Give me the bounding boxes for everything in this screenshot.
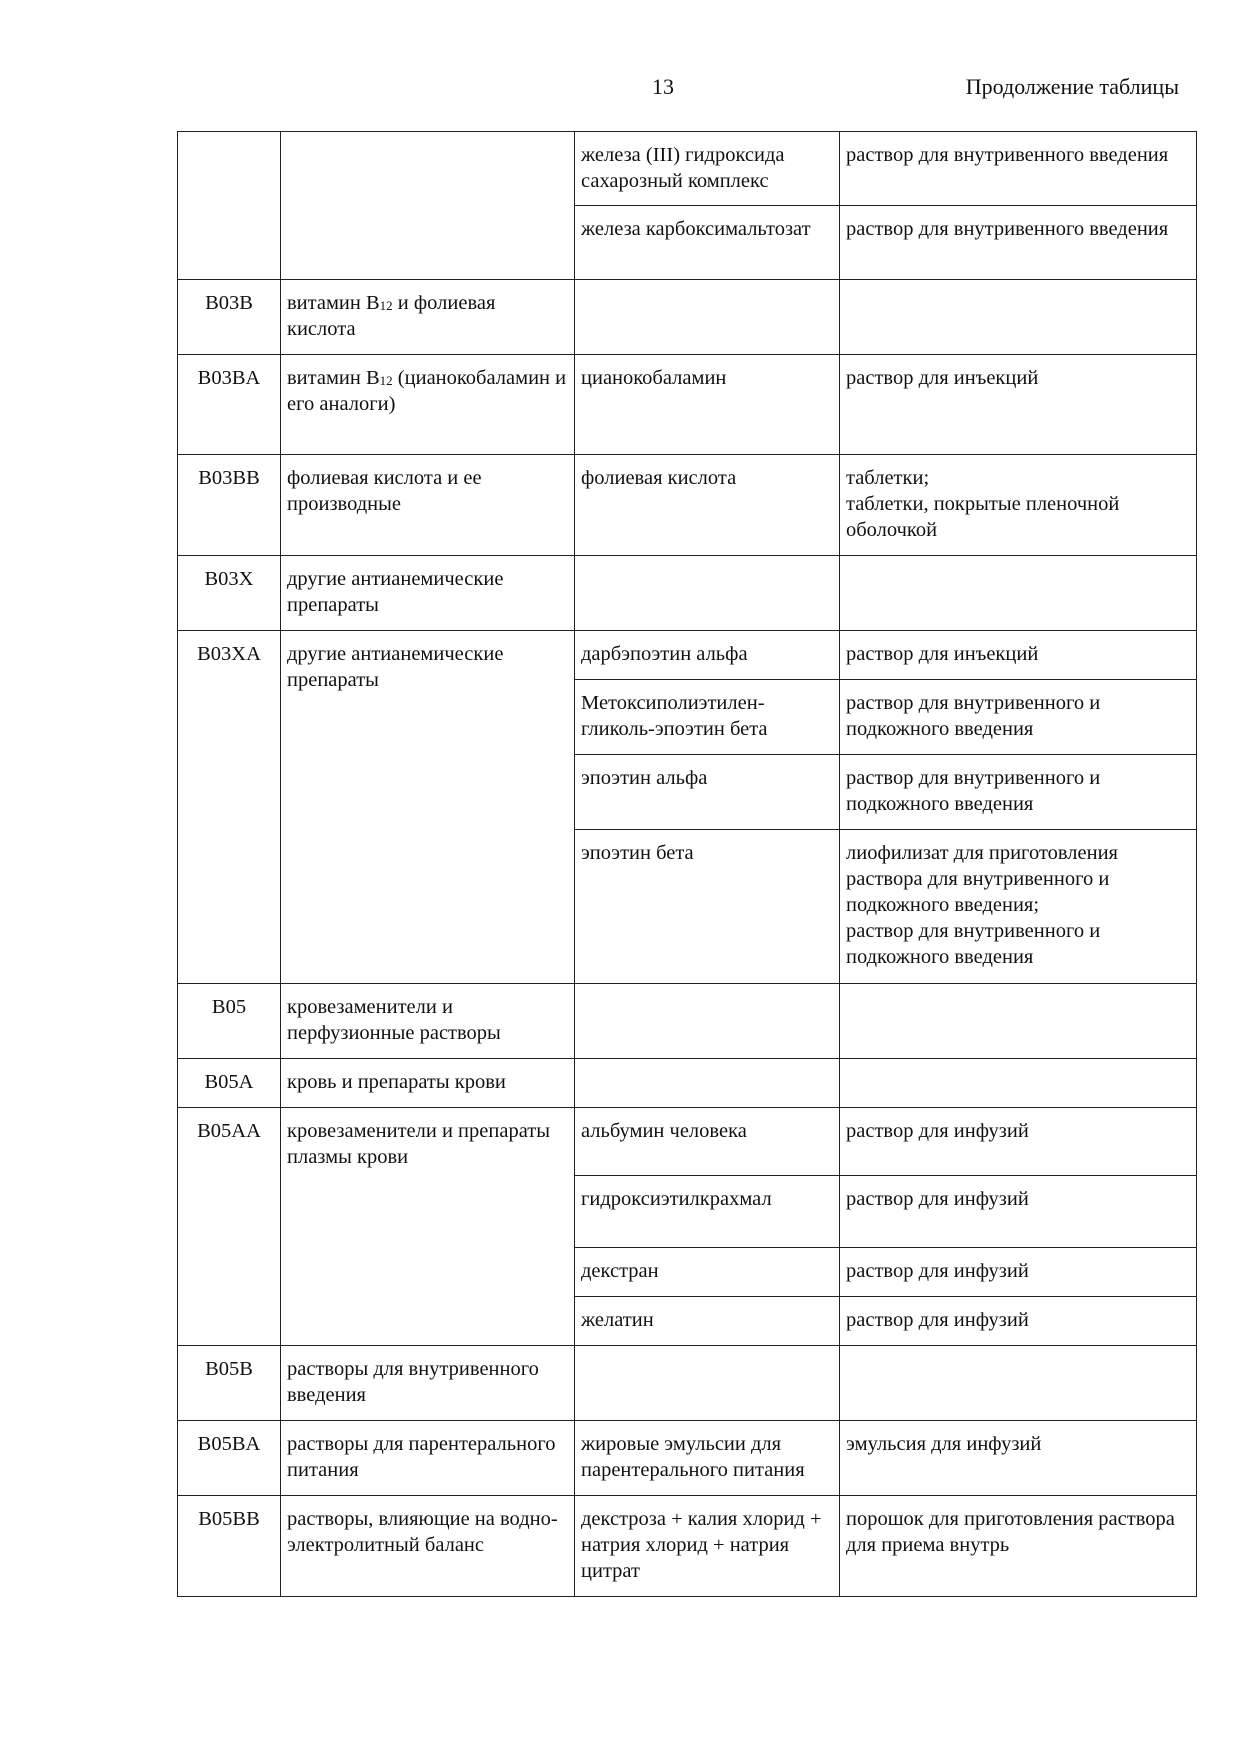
drug-name-cell: желатин — [575, 1297, 840, 1346]
drug-name-cell — [575, 280, 840, 355]
dosage-form-cell: раствор для инфузий — [840, 1108, 1197, 1176]
drug-name-cell — [575, 1346, 840, 1421]
drug-name-cell — [575, 556, 840, 631]
atc-group-cell: растворы, влияющие на водно-электролитный баланс — [281, 1496, 575, 1597]
subscript: 12 — [379, 298, 393, 313]
atc-code-cell: B03BB — [178, 455, 281, 556]
atc-group-cell: другие антианемические препараты — [281, 631, 575, 984]
drug-name-cell: железа (III) гидроксида сахарозный комплекс — [575, 132, 840, 206]
dosage-form-line: таблетки; — [846, 467, 930, 489]
dosage-form-cell: раствор для внутривенного введения — [840, 132, 1197, 206]
atc-group-cell: другие антианемические препараты — [281, 556, 575, 631]
table-row — [178, 1346, 1197, 1421]
drug-name-cell — [575, 984, 840, 1059]
table-row — [178, 355, 1197, 455]
atc-code-cell: B05AA — [178, 1108, 281, 1346]
atc-group-cell — [281, 355, 575, 455]
dosage-form-cell: раствор для внутривенного и подкожного введения — [840, 680, 1197, 755]
dosage-form-cell: раствор для инфузий — [840, 1297, 1197, 1346]
dosage-form-cell — [840, 1059, 1197, 1108]
atc-code-cell — [178, 132, 281, 280]
atc-code-cell: B03X — [178, 556, 281, 631]
dosage-form-line: раствор для внутривенного и подкожного введения — [846, 920, 1101, 968]
atc-group-cell — [281, 280, 575, 355]
atc-group-cell: фолиевая кислота и ее производные — [281, 455, 575, 556]
dosage-form-line: лиофилизат для приготовления раствора для внутривенного и подкожного введения; — [846, 842, 1118, 916]
dosage-form-cell — [840, 556, 1197, 631]
atc-group-cell: кровезаменители и перфузионные растворы — [281, 984, 575, 1059]
table-row — [178, 1496, 1197, 1597]
drug-name-cell: Метоксиполиэтилен-гликоль-эпоэтин бета — [575, 680, 840, 755]
drug-name-cell: эпоэтин альфа — [575, 755, 840, 830]
page-number: 13 — [652, 74, 674, 99]
drug-name-cell: декстран — [575, 1248, 840, 1297]
drug-name-cell: декстроза + калия хлорид + натрия хлорид + натрия цитрат — [575, 1496, 840, 1597]
dosage-form-cell: раствор для инъекций — [840, 631, 1197, 680]
dosage-form-cell — [840, 830, 1197, 984]
atc-code-cell: B03BA — [178, 355, 281, 455]
dosage-form-cell: раствор для инфузий — [840, 1248, 1197, 1297]
drug-name-cell: жировые эмульсии для парентерального питания — [575, 1421, 840, 1496]
atc-group-cell — [281, 132, 575, 280]
atc-code-cell: B05BA — [178, 1421, 281, 1496]
dosage-form-cell — [840, 1346, 1197, 1421]
dosage-form-cell: раствор для инфузий — [840, 1176, 1197, 1248]
drug-name-cell: альбумин человека — [575, 1108, 840, 1176]
table-row — [178, 1421, 1197, 1496]
drug-name-cell: железа карбоксимальтозат — [575, 206, 840, 280]
atc-group-cell: растворы для внутривенного введения — [281, 1346, 575, 1421]
dosage-form-cell — [840, 455, 1197, 556]
table-row — [178, 1108, 1197, 1176]
group-text: витамин B — [287, 292, 380, 314]
drug-name-cell: дарбэпоэтин альфа — [575, 631, 840, 680]
group-text: и фолиевая кислота — [287, 292, 496, 340]
table-row — [178, 984, 1197, 1059]
group-text: витамин B — [287, 367, 380, 389]
table-row — [178, 631, 1197, 680]
group-text: (цианокобаламин и его аналоги) — [287, 367, 567, 415]
atc-group-cell: растворы для парентерального питания — [281, 1421, 575, 1496]
drug-name-cell: эпоэтин бета — [575, 830, 840, 984]
dosage-form-cell: порошок для приготовления раствора для приема внутрь — [840, 1496, 1197, 1597]
atc-code-cell: B03XA — [178, 631, 281, 984]
dosage-form-cell: раствор для внутривенного введения — [840, 206, 1197, 280]
drug-name-cell: гидроксиэтилкрахмал — [575, 1176, 840, 1248]
atc-group-cell: кровезаменители и препараты плазмы крови — [281, 1108, 575, 1346]
atc-group-cell: кровь и препараты крови — [281, 1059, 575, 1108]
atc-code-cell: B05B — [178, 1346, 281, 1421]
dosage-form-cell — [840, 984, 1197, 1059]
atc-code-cell: B05BB — [178, 1496, 281, 1597]
dosage-form-cell — [840, 280, 1197, 355]
table-row — [178, 280, 1197, 355]
drug-table — [177, 131, 1197, 1597]
drug-name-cell: цианокобаламин — [575, 355, 840, 455]
atc-code-cell: B05A — [178, 1059, 281, 1108]
table-continuation-label: Продолжение таблицы — [965, 74, 1179, 99]
dosage-form-cell: раствор для внутривенного и подкожного введения — [840, 755, 1197, 830]
table-row — [178, 132, 1197, 206]
subscript: 12 — [379, 373, 393, 388]
table-row — [178, 1059, 1197, 1108]
dosage-form-cell: раствор для инъекций — [840, 355, 1197, 455]
drug-name-cell — [575, 1059, 840, 1108]
atc-code-cell: B03B — [178, 280, 281, 355]
atc-code-cell: B05 — [178, 984, 281, 1059]
dosage-form-line: таблетки, покрытые пленочной оболочкой — [846, 493, 1120, 541]
table-row — [178, 455, 1197, 556]
dosage-form-cell: эмульсия для инфузий — [840, 1421, 1197, 1496]
table-row — [178, 556, 1197, 631]
drug-name-cell: фолиевая кислота — [575, 455, 840, 556]
